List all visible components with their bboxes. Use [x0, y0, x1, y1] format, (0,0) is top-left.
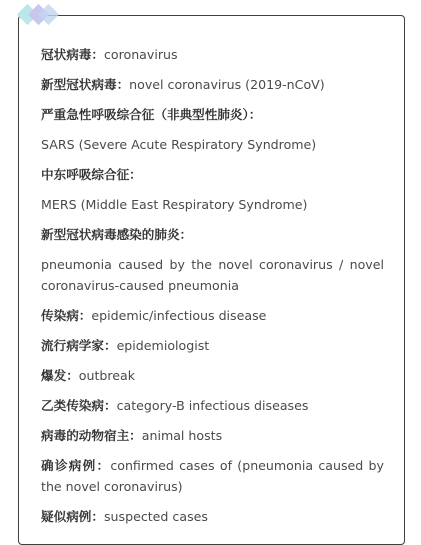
glossary-entry: [41, 335, 384, 356]
glossary-heading: 新型冠状病毒感染的肺炎：: [41, 227, 193, 242]
glossary-heading: 严重急性呼吸综合征（非典型性肺炎）：: [41, 107, 262, 122]
term-en: coronavirus: [103, 47, 178, 62]
term-zh: 传染病：: [41, 308, 92, 323]
glossary-entry: [41, 365, 384, 386]
term-en: suspected cases: [103, 509, 208, 524]
glossary-heading: 中东呼吸综合征：: [41, 167, 142, 182]
term-en: epidemic/infectious disease: [91, 308, 267, 323]
term-en: novel coronavirus (2019-nCoV): [129, 77, 325, 92]
term-zh: 病毒的动物宿主：: [41, 428, 142, 443]
term-zh: 流行病学家：: [41, 338, 117, 353]
term-en: animal hosts: [141, 428, 223, 443]
glossary-entry: [41, 305, 384, 326]
glossary-definition: pneumonia caused by the novel coronavirus / novel coronavirus-caused pneumonia: [41, 257, 384, 293]
glossary-card: [18, 15, 405, 545]
term-zh: 疑似病例：: [41, 509, 104, 524]
glossary-entry: [41, 506, 384, 527]
glossary-definition: MERS (Middle East Respiratory Syndrome): [41, 197, 308, 212]
glossary-entry: [41, 44, 384, 65]
term-en: confirmed cases of (pneumonia caused by the novel coronavirus): [41, 458, 384, 494]
glossary-definition: SARS (Severe Acute Respiratory Syndrome): [41, 137, 317, 152]
glossary-entry: [41, 425, 384, 446]
term-zh: 爆发：: [41, 368, 79, 383]
term-zh: 乙类传染病：: [41, 398, 117, 413]
glossary-entry: [41, 455, 384, 497]
term-en: epidemiologist: [116, 338, 210, 353]
decorative-diamonds: [16, 2, 60, 26]
term-en: outbreak: [78, 368, 136, 383]
term-en: category-B infectious diseases: [116, 398, 309, 413]
term-zh: 冠状病毒：: [41, 47, 104, 62]
term-zh: 确诊病例：: [41, 458, 111, 473]
glossary-entry: [41, 395, 384, 416]
term-zh: 新型冠状病毒：: [41, 77, 130, 92]
glossary-entry: [41, 74, 384, 95]
